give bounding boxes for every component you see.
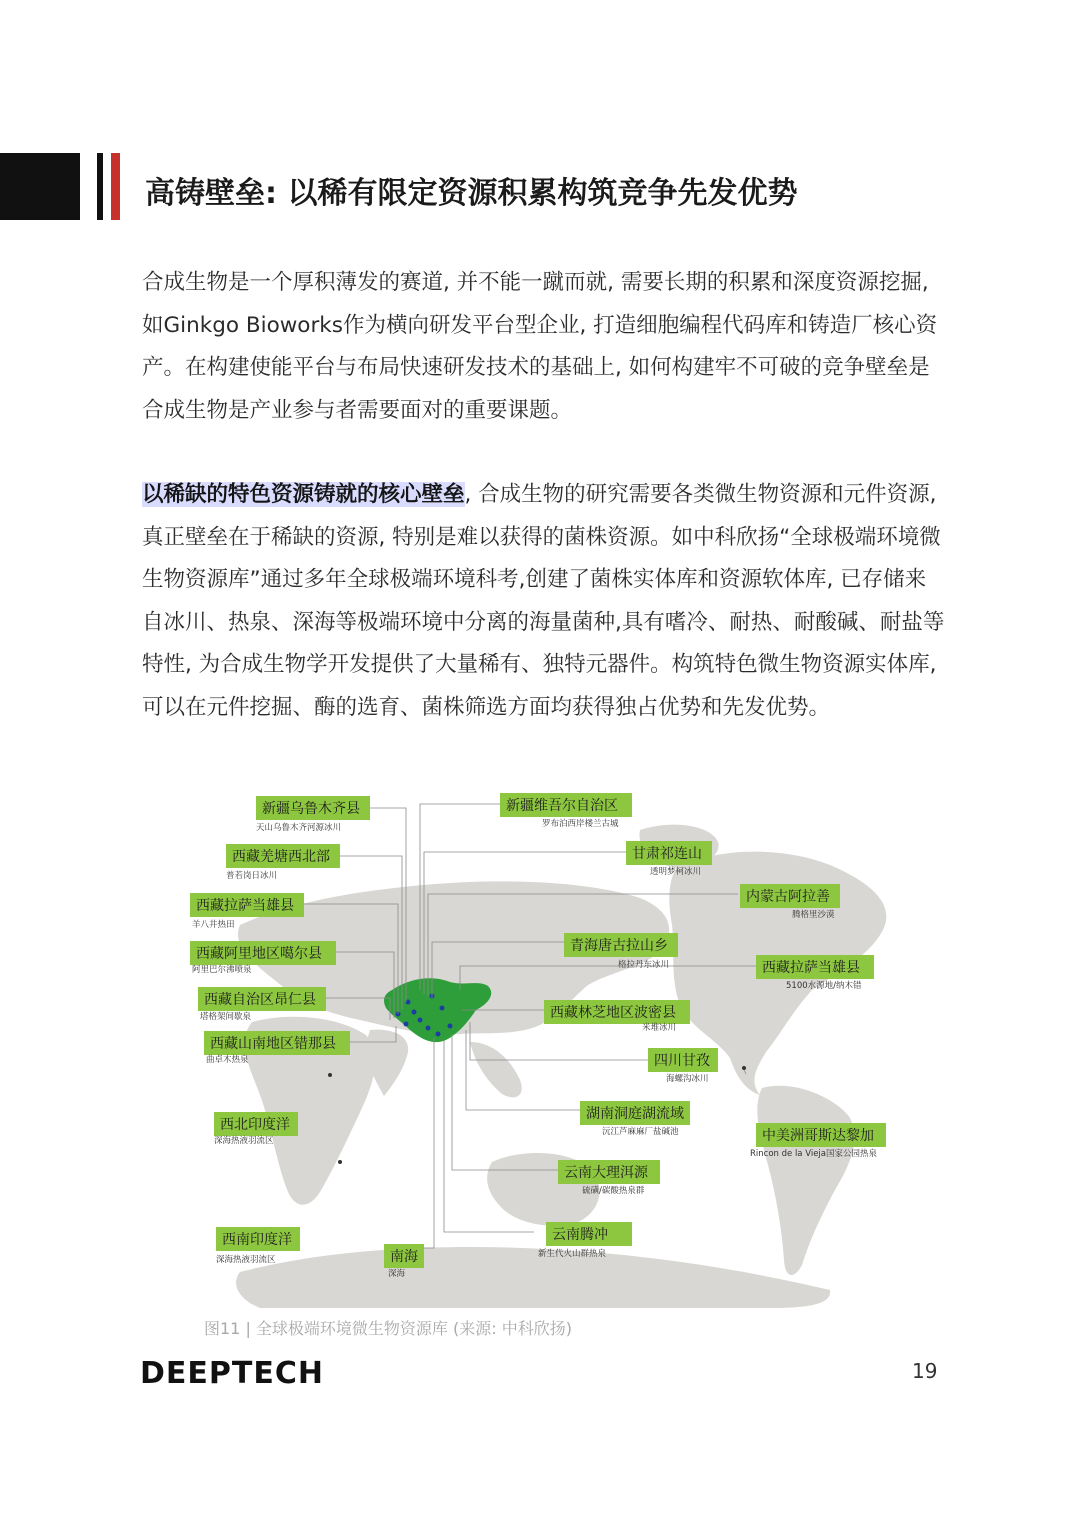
- label-sichuan-ganzi: [648, 1048, 718, 1084]
- svg-text:新疆维吾尔自治区: 新疆维吾尔自治区: [506, 798, 618, 814]
- svg-text:中美洲哥斯达黎加: 中美洲哥斯达黎加: [762, 1128, 874, 1144]
- svg-text:西藏拉萨当雄县: 西藏拉萨当雄县: [762, 960, 860, 976]
- label-hunan-dongting: [580, 1101, 690, 1137]
- svg-text:天山乌鲁木齐河源冰川: 天山乌鲁木齐河源冰川: [256, 823, 342, 833]
- label-xinjiang-urumqi: [256, 796, 370, 833]
- svg-text:西藏山南地区错那县: 西藏山南地区错那县: [210, 1036, 336, 1052]
- landmass-southeast-asia: [470, 1042, 522, 1097]
- svg-text:西北印度洋: 西北印度洋: [220, 1117, 290, 1133]
- label-xinjiang-uyghur: [500, 793, 632, 829]
- svg-text:曲卓木热泉: 曲卓木热泉: [206, 1055, 249, 1065]
- svg-text:透明梦柯冰川: 透明梦柯冰川: [650, 867, 702, 877]
- sample-point: [418, 1018, 423, 1023]
- svg-text:Rincon de la Vieja国家公园热泉: Rincon de la Vieja国家公园热泉: [750, 1149, 878, 1159]
- svg-text:甘肃祁连山: 甘肃祁连山: [632, 846, 702, 862]
- svg-text:5100水源地/纳木错: 5100水源地/纳木错: [786, 981, 862, 991]
- label-tibet-angren: [198, 987, 326, 1022]
- svg-text:海螺沟冰川: 海螺沟冰川: [666, 1074, 709, 1084]
- page-title: 高铸壁垒: 以稀有限定资源积累构筑竞争先发优势: [145, 176, 798, 211]
- svg-text:内蒙古阿拉善: 内蒙古阿拉善: [746, 889, 830, 905]
- svg-text:西藏拉萨当雄县: 西藏拉萨当雄县: [196, 898, 294, 914]
- svg-text:米堆冰川: 米堆冰川: [642, 1023, 677, 1033]
- paragraph-2-text: , 合成生物的研究需要各类微生物资源和元件资源, 真正壁垒在于稀缺的资源, 特别是难以获得的菌株资源。如中科欣扬“全球极端环境微生物资源库”通过多年全球极端环境科考,创建了菌株实体库和资源软体库, 已存储来自冰川、热泉、深海等极端环境中分离的海量菌种,具有嗜冷、耐热、耐酸碱、耐盐等特性, 为合成生物学开发提供了大量稀有、独特元器件。构筑特色微生物资源实体库, 可以在元件挖掘、酶的选育、菌株筛选方面均获得独占优势和先发优势。: [142, 482, 945, 720]
- label-tibet-changtang: [226, 844, 340, 881]
- sample-point: [412, 1010, 417, 1015]
- svg-text:深海热液羽流区: 深海热液羽流区: [216, 1255, 276, 1265]
- sample-point: [436, 1032, 441, 1037]
- landmass-south-america: [757, 1086, 854, 1275]
- label-southwest-indian-ocean: [216, 1227, 300, 1265]
- landmass-antarctica: [236, 1247, 830, 1308]
- svg-text:西南印度洋: 西南印度洋: [222, 1232, 292, 1248]
- svg-text:西藏羌塘西北部: 西藏羌塘西北部: [232, 849, 330, 865]
- sample-point: [426, 1026, 431, 1031]
- svg-text:普若岗日冰川: 普若岗日冰川: [226, 871, 278, 881]
- header-accent-bar-black: [97, 153, 103, 220]
- header-black-block: [0, 153, 80, 220]
- label-tibet-nyingchi-bomi: [544, 1000, 690, 1033]
- svg-text:深海热液羽流区: 深海热液羽流区: [214, 1136, 274, 1146]
- label-yunnan-tengchong: [538, 1222, 632, 1259]
- svg-text:格拉丹东冰川: 格拉丹东冰川: [618, 960, 670, 970]
- label-gansu-qilian: [626, 841, 712, 877]
- deeptech-logo: DEEPTECH: [140, 1356, 324, 1391]
- highlighted-phrase: 以稀缺的特色资源铸就的核心壁垒: [142, 482, 465, 507]
- svg-text:西藏自治区昂仁县: 西藏自治区昂仁县: [204, 992, 316, 1008]
- svg-text:青海唐古拉山乡: 青海唐古拉山乡: [570, 938, 668, 954]
- svg-text:新生代火山群热泉: 新生代火山群热泉: [538, 1249, 607, 1259]
- svg-text:阿里巴尔沸喷泉: 阿里巴尔沸喷泉: [192, 965, 252, 975]
- svg-text:羊八井热田: 羊八井热田: [192, 920, 235, 930]
- svg-text:云南腾冲: 云南腾冲: [552, 1227, 608, 1243]
- label-costa-rica: [750, 1123, 886, 1159]
- svg-text:西藏阿里地区噶尔县: 西藏阿里地区噶尔县: [196, 946, 322, 962]
- svg-text:新疆乌鲁木齐县: 新疆乌鲁木齐县: [262, 801, 360, 817]
- svg-text:四川甘孜: 四川甘孜: [654, 1053, 710, 1069]
- sample-point: [448, 1024, 453, 1029]
- svg-text:深海: 深海: [388, 1269, 406, 1279]
- svg-text:塔格架间歇泉: 塔格架间歇泉: [200, 1012, 252, 1022]
- svg-text:罗布泊西岸楼兰古城: 罗布泊西岸楼兰古城: [542, 819, 619, 829]
- svg-text:湖南洞庭湖流域: 湖南洞庭湖流域: [586, 1106, 684, 1122]
- connector-line: [452, 1034, 560, 1170]
- sample-point: [328, 1073, 332, 1077]
- header-accent-bar-red: [111, 153, 120, 220]
- sample-point: [404, 1022, 409, 1027]
- figure-caption: 图11 | 全球极端环境微生物资源库 (来源: 中科欣扬): [204, 1319, 572, 1338]
- svg-text:云南大理洱源: 云南大理洱源: [564, 1165, 648, 1181]
- resource-map-figure: [170, 790, 910, 1310]
- page-number: 19: [912, 1359, 938, 1383]
- connector-line: [410, 1038, 434, 1248]
- body-paragraph-1: 合成生物是一个厚积薄发的赛道, 并不能一蹴而就, 需要长期的积累和深度资源挖掘, 如Ginkgo Bioworks作为横向研发平台型企业, 打造细胞编程代码库和铸造厂核心资产。在构建使能平台与布局快速研发技术的基础上, 如何构建牢不可破的竞争壁垒是合成生物是产业参与者需要面对的重要课题。: [142, 270, 938, 423]
- sample-point: [440, 1006, 445, 1011]
- svg-text:沅江芦麻麻厂盐碱池: 沅江芦麻麻厂盐碱池: [602, 1127, 679, 1137]
- svg-text:南海: 南海: [390, 1249, 418, 1265]
- world-map: [170, 790, 910, 1310]
- svg-text:硫磺/碳酸热泉群: 硫磺/碳酸热泉群: [582, 1186, 645, 1196]
- body-paragraph-2: [142, 474, 947, 729]
- svg-text:西藏林芝地区波密县: 西藏林芝地区波密县: [550, 1005, 676, 1021]
- sample-point: [742, 1066, 746, 1070]
- sample-point: [338, 1160, 342, 1164]
- svg-text:腾格里沙漠: 腾格里沙漠: [792, 910, 835, 920]
